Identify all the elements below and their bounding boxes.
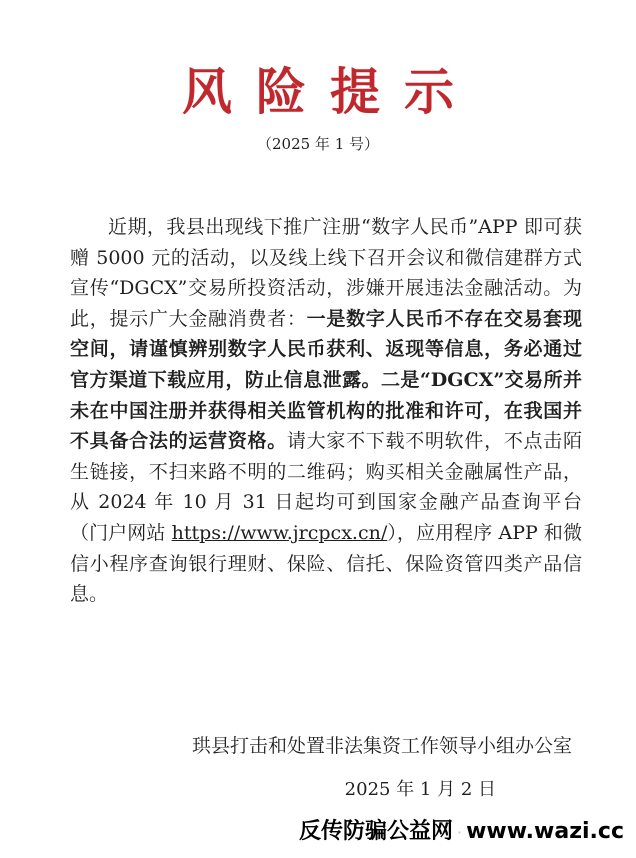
body-advice-text: 请大家不下载不明软件，不点击陌生链接，不扫来路不明的二维码；购买相关金融属性产品，从 2024 年 10 月 31 日起均可到国家金融产品查询平台（门户网站 [70, 430, 582, 544]
watermark-separator: · [457, 823, 463, 842]
watermark-site-name: 反传防骗公益网 [299, 819, 454, 844]
site-watermark [299, 814, 624, 851]
portal-url-link[interactable]: https://www.jrcpcx.cn/ [171, 521, 388, 544]
issuing-office: 珙县打击和处置非法集资工作领导小组办公室 [191, 735, 572, 757]
issue-date: 2025 年 1 月 2 日 [344, 779, 496, 800]
document-title: 风险提示 [182, 62, 478, 121]
document-number: （2025 年 1 号） [256, 135, 380, 153]
body-bold-warning: 一是数字人民币不存在交易套现空间，请谨慎辨别数字人民币获利、返现等信息，务必通过官方渠道下载应用，防止信息泄露。二是“DGCX”交易所并未在中国注册并获得相关监管机构的批准和许可，在我国并不具备合法的运营资格。 [70, 307, 582, 453]
notice-body [70, 212, 582, 610]
body-closing-text: ），应用程序 APP 和微信小程序查询银行理财、保险、信托、保险资管四类产品信息。 [70, 521, 582, 606]
body-intro-text: 近期，我县出现线下推广注册“数字人民币”APP 即可获赠 5000 元的活动，以及线上线下召开会议和微信建群方式宣传“DGCX”交易所投资活动，涉嫌开展违法金融活动。为此，提示广大金融消费者： [70, 216, 582, 330]
watermark-domain: www.wazi.cc [466, 819, 624, 844]
